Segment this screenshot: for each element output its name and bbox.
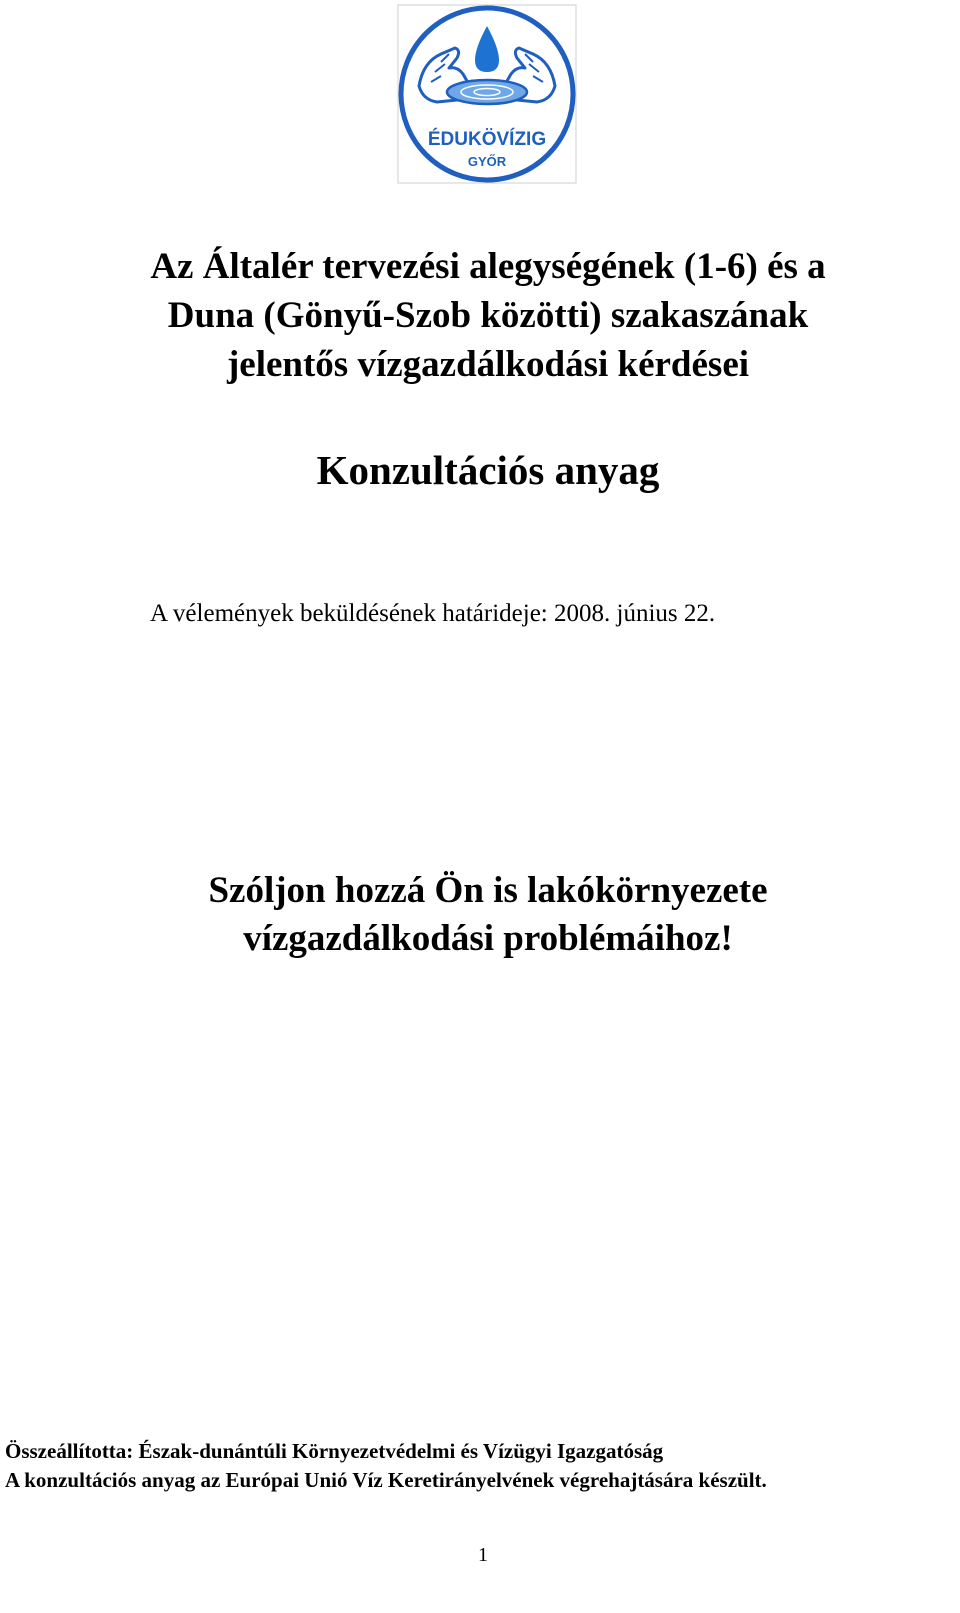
- document-subtitle: Konzultációs anyag: [316, 447, 660, 493]
- title-line: Duna (Gönyű-Szob közötti) szakaszának: [167, 295, 809, 336]
- call-line: vízgazdálkodási problémáihoz!: [243, 918, 733, 959]
- footer-note: A konzultációs anyag az Európai Unió Víz Keretirányelvének végrehajtására készült.: [5, 1468, 767, 1492]
- svg-text:GYŐR: GYŐR: [467, 154, 507, 169]
- compiled-by: Összeállította: Észak-dunántúli Környezetvédelmi és Vízügyi Igazgatóság: [5, 1439, 664, 1463]
- water-drop-hands-emblem: [397, 4, 577, 184]
- page-number: 1: [478, 1544, 488, 1566]
- edukovizig-logo: [397, 4, 577, 184]
- footer: [5, 1437, 767, 1495]
- title-line: jelentős vízgazdálkodási kérdései: [226, 344, 750, 385]
- title-line: Az Általér tervezési alegységének (1-6) és a: [150, 246, 826, 287]
- call-line: Szóljon hozzá Ön is lakókörnyezete: [208, 870, 768, 911]
- document-title: [0, 242, 960, 389]
- svg-text:ÉDUKÖVÍZIG: ÉDUKÖVÍZIG: [427, 129, 547, 150]
- call-to-action: [0, 867, 960, 963]
- submission-deadline: A vélemények beküldésének határideje: 2008. június 22.: [150, 600, 716, 627]
